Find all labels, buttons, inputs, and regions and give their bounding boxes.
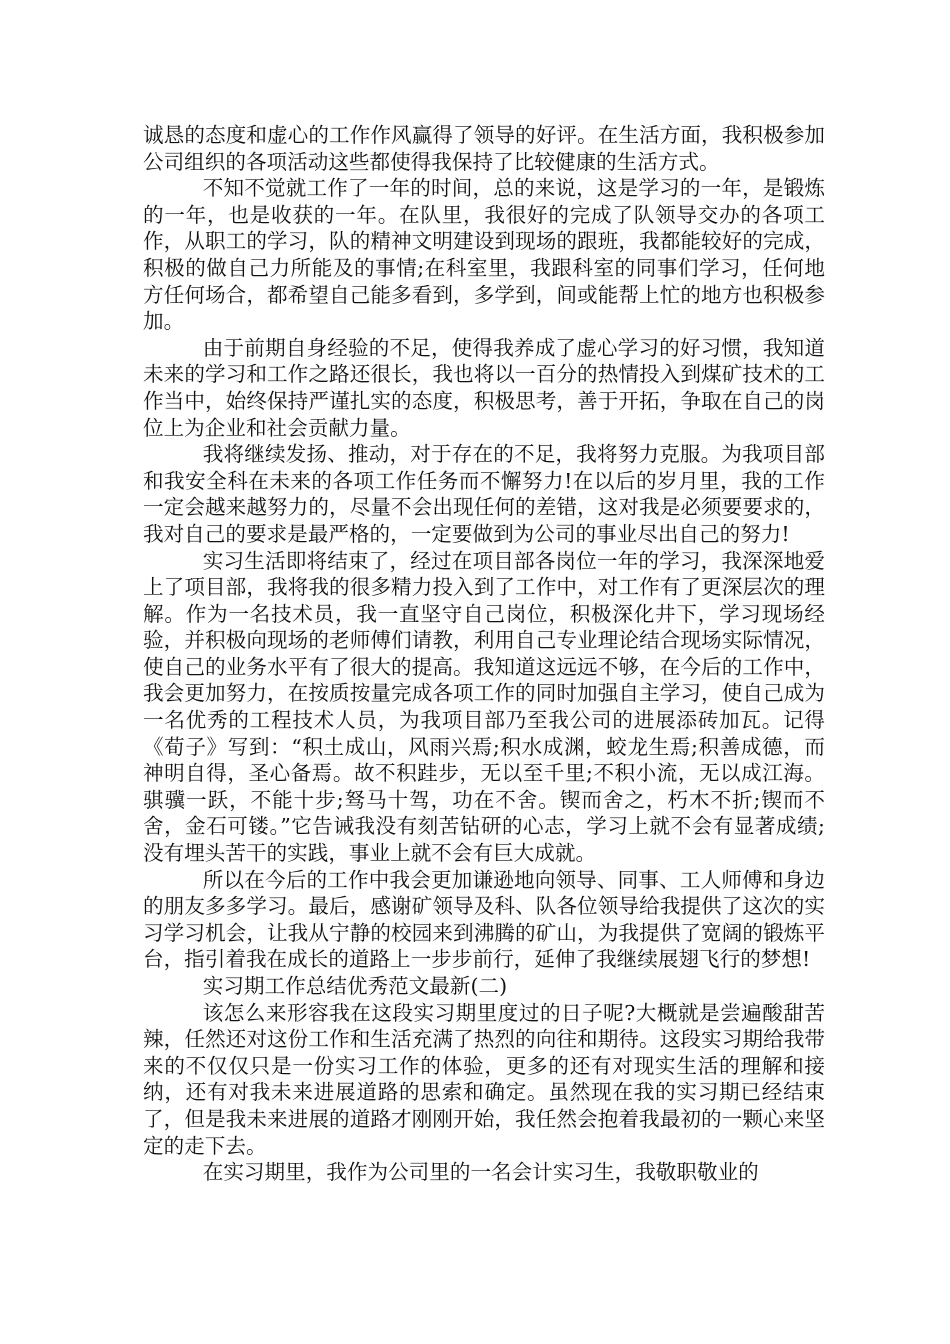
paragraph: 由于前期自身经验的不足，使得我养成了虚心学习的好习惯，我知道未来的学习和工作之路还很长，我也将以一百分的热情投入到煤矿技术的工作当中，始终保持严谨扎实的态度，积极思考，善于开拓，争取在自己的岗位上为企业和社会贡献力量。 <box>143 335 825 440</box>
paragraph: 所以在今后的工作中我会更加谦逊地向领导、同事、工人师傅和身边的朋友多多学习。最后，感谢矿领导及科、队各位领导给我提供了这次的实习学习机会，让我从宁静的校园来到沸腾的矿山，为我提供了宽阔的锻炼平台，指引着我在成长的道路上一步步前行，延伸了我继续展翅飞行的梦想! <box>143 867 825 972</box>
document-body <box>143 122 825 1186</box>
paragraph: 在实习期里，我作为公司里的一名会计实习生，我敬职敬业的 <box>202 1160 759 1185</box>
section-heading: 实习期工作总结优秀范文最新(二) <box>202 974 508 998</box>
paragraph: 实习生活即将结束了，经过在项目部各岗位一年的学习，我深深地爱上了项目部，我将我的很多精力投入到了工作中，对工作有了更深层次的理解。作为一名技术员，我一直坚守自己岗位，积极深化井下，学习现场经验，并积极向现场的老师傅们请教，利用自己专业理论结合现场实际情况，使自己的业务水平有了很大的提高。我知道这远远不够，在今后的工作中，我会更加努力，在按质按量完成各项工作的同时加强自主学习，使自己成为一名优秀的工程技术人员，为我项目部乃至我公司的进展添砖加瓦。记得《荀子》写到：“积土成山，风雨兴焉;积水成渊，蛟龙生焉;积善成德，而神明自得，圣心备焉。故不积跬步，无以至千里;不积小流，无以成江海。骐骥一跃，不能十步;驽马十驾，功在不舍。锲而舍之，朽木不折;锲而不舍，金石可镂。”它告诫我没有刻苦钻研的心志，学习上就不会有显著成绩;没有埋头苦干的实践，事业上就不会有巨大成就。 <box>143 548 825 866</box>
paragraph-continuation: 诚恳的态度和虚心的工作作风赢得了领导的好评。在生活方面，我积极参加公司组织的各项活动这些都使得我保持了比较健康的生活方式。 <box>143 123 825 174</box>
paragraph: 我将继续发扬、推动，对于存在的不足，我将努力克服。为我项目部和我安全科在未来的各项工作任务而不懈努力!在以后的岁月里，我的工作一定会越来越努力的，尽量不会出现任何的差错，这对我是必须要要求的，我对自己的要求是最严格的，一定要做到为公司的事业尽出自己的努力! <box>143 442 825 546</box>
paragraph: 不知不觉就工作了一年的时间，总的来说，这是学习的一年，是锻炼的一年，也是收获的一年。在队里，我很好的完成了队领导交办的各项工作，从职工的学习，队的精神文明建设到现场的跟班，我都能较好的完成，积极的做自己力所能及的事情;在科室里，我跟科室的同事们学习，任何地方任何场合，都希望自己能多看到，多学到，间或能帮上忙的地方也积极参加。 <box>143 176 825 334</box>
paragraph: 该怎么来形容我在这段实习期里度过的日子呢?大概就是尝遍酸甜苦辣，任然还对这份工作和生活充满了热烈的向往和期待。这段实习期给我带来的不仅仅只是一份实习工作的体验，更多的还有对现实生活的理解和接纳，还有对我未来进展道路的思索和确定。虽然现在我的实习期已经结束了，但是我未来进展的道路才刚刚开始，我任然会抱着我最初的一颗心来坚定的走下去。 <box>143 1000 825 1158</box>
